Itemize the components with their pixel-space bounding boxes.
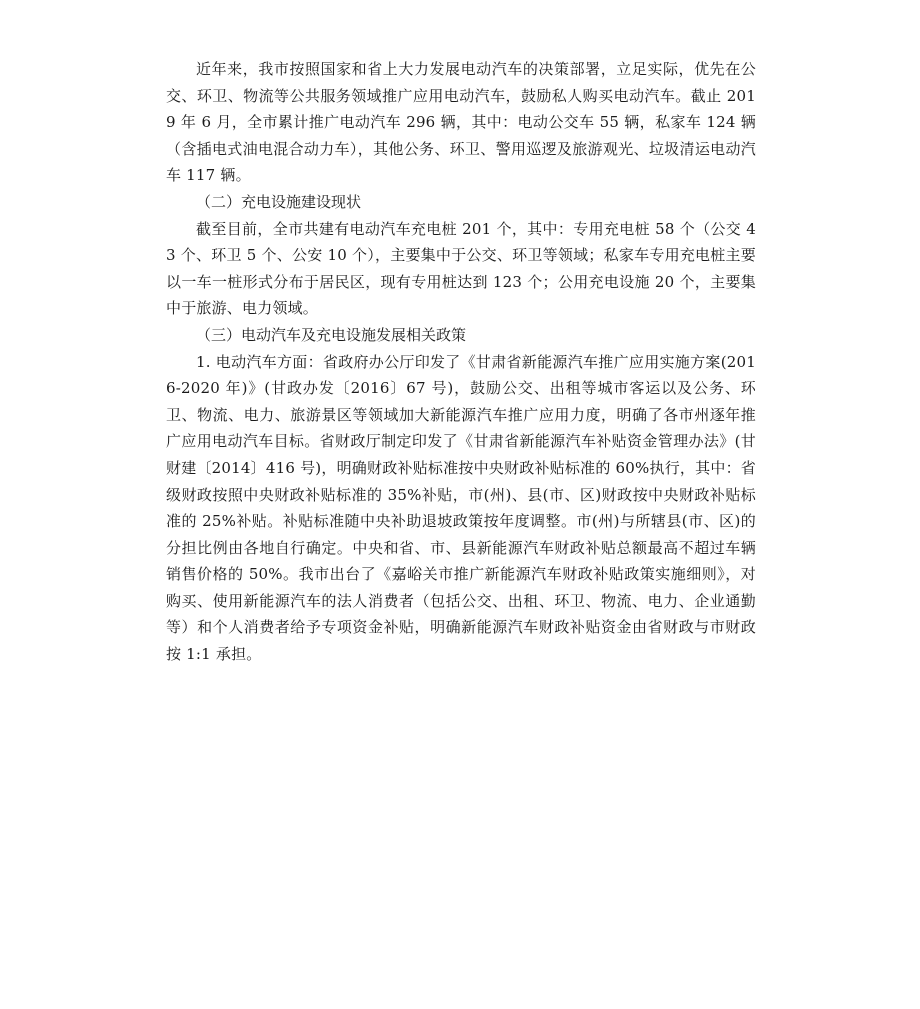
document-page bbox=[166, 56, 756, 668]
section-heading-policies: （三）电动汽车及充电设施发展相关政策 bbox=[196, 325, 467, 344]
paragraph-ev-policy: 1. 电动汽车方面：省政府办公厅印发了《甘肃省新能源汽车推广应用实施方案(2016-2020 年)》(甘政办发〔2016〕67 号)，鼓励公交、出租等城市客运以及公务、环卫、物流、电力、旅游景区等领域加大新能源汽车推广应用力度，明确了各市州逐年推广应用电动汽车目标。省财政厅制定印发了《甘肃省新能源汽车补贴资金管理办法》(甘财建〔2014〕416 号)，明确财政补贴标准按中央财政补贴标准的 60%执行，其中：省级财政按照中央财政补贴标准的 35%补贴，市(州)、县(市、区)财政按中央财政补贴标准的 25%补贴。补贴标准随中央补助退坡政策按年度调整。市(州)与所辖县(市、区)的分担比例由各地自行确定。中央和省、市、县新能源汽车财政补贴总额最高不超过车辆销售价格的 50%。我市出台了《嘉峪关市推广新能源汽车财政补贴政策实施细则》，对购买、使用新能源汽车的法人消费者（包括公交、出租、环卫、物流、电力、企业通勤等）和个人消费者给予专项资金补贴，明确新能源汽车财政补贴资金由省财政与市财政按 1:1 承担。 bbox=[166, 352, 756, 664]
section-heading-charging-status: （二）充电设施建设现状 bbox=[196, 192, 362, 211]
paragraph-ev-promotion: 近年来，我市按照国家和省上大力发展电动汽车的决策部署，立足实际，优先在公交、环卫、物流等公共服务领域推广应用电动汽车，鼓励私人购买电动汽车。截止 2019 年 6 月，全市累计推广电动汽车 296 辆，其中：电动公交车 55 辆，私家车 124 辆（含插电式油电混合动力车），其他公务、环卫、警用巡逻及旅游观光、垃圾清运电动汽车 117 辆。 bbox=[166, 60, 756, 185]
paragraph-charging-facilities: 截至目前，全市共建有电动汽车充电桩 201 个，其中：专用充电桩 58 个（公交 43 个、环卫 5 个、公安 10 个），主要集中于公交、环卫等领域；私家车专用充电桩主要以一车一桩形式分布于居民区，现有专用桩达到 123 个；公用充电设施 20 个，主要集中于旅游、电力领域。 bbox=[166, 219, 756, 318]
